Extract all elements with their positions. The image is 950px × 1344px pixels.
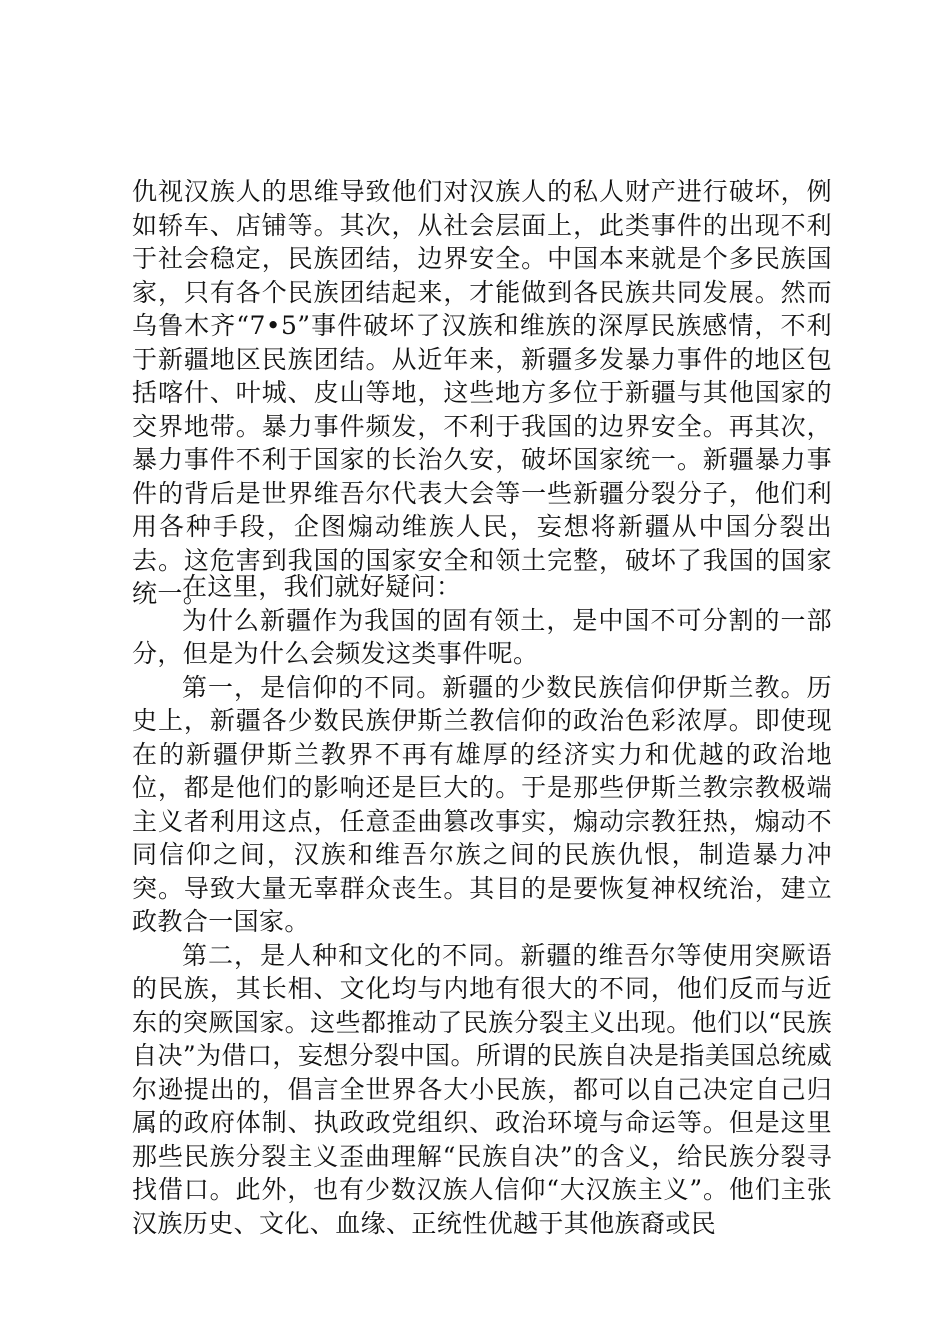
text-block-main [132, 570, 832, 1240]
text-block-top [132, 175, 832, 611]
question-paragraph: 为什么新疆作为我国的固有领土，是中国不可分割的一部分，但是为什么会频发这类事件呢。 [132, 605, 832, 668]
reason-two-paragraph: 第二，是人种和文化的不同。新疆的维吾尔等使用突厥语的民族，其长相、文化均与内地有很大的不同，他们反而与近东的突厥国家。这些都推动了民族分裂主义出现。他们以“民族自决”为借口，妄想分裂中国。所谓的民族自决是指美国总统威尔逊提出的，倡言全世界各大小民族，都可以自己决定自己归属的政府体制、执政政党组织、政治环境与命运等。但是这里那些民族分裂主义歪曲理解“民族自决”的含义，给民族分裂寻找借口。此外，也有少数汉族人信仰“大汉族主义”。他们主张汉族历史、文化、血缘、正统性优越于其他族裔或民 [132, 940, 832, 1238]
reason-one-paragraph: 第一，是信仰的不同。新疆的少数民族信仰伊斯兰教。历史上，新疆各少数民族伊斯兰教信仰的政治色彩浓厚。即使现在的新疆伊斯兰教界不再有雄厚的经济实力和优越的政治地位，都是他们的影响还是巨大的。于是那些伊斯兰教宗教极端主义者利用这点，任意歪曲篡改事实，煽动宗教狂热，煽动不同信仰之间，汉族和维吾尔族之间的民族仇恨，制造暴力冲突。导致大量无辜群众丧生。其目的是要恢复神权统治，建立政教合一国家。 [132, 672, 832, 936]
intro-sentence: 在这里，我们就好疑问： [182, 572, 462, 601]
body-paragraph: 仇视汉族人的思维导致他们对汉族人的私人财产进行破坏，例如轿车、店铺等。其次，从社会层面上，此类事件的出现不利于社会稳定，民族团结，边界安全。中国本来就是个多民族国家，只有各个民族团结起来，才能做到各民族共同发展。然而乌鲁木齐“7•5”事件破坏了汉族和维族的深厚民族感情，不利于新疆地区民族团结。从近年来，新疆多发暴力事件的地区包括喀什、叶城、皮山等地，这些地方多位于新疆与其他国家的交界地带。暴力事件频发，不利于我国的边界安全。再其次，暴力事件不利于国家的长治久安，破坏国家统一。新疆暴力事件的背后是世界维吾尔代表大会等一些新疆分裂分子，他们利用各种手段，企图煽动维族人民，妄想将新疆从中国分裂出去。这危害到我国的国家安全和领土完整，破坏了我国的国家统一。 [132, 177, 832, 608]
